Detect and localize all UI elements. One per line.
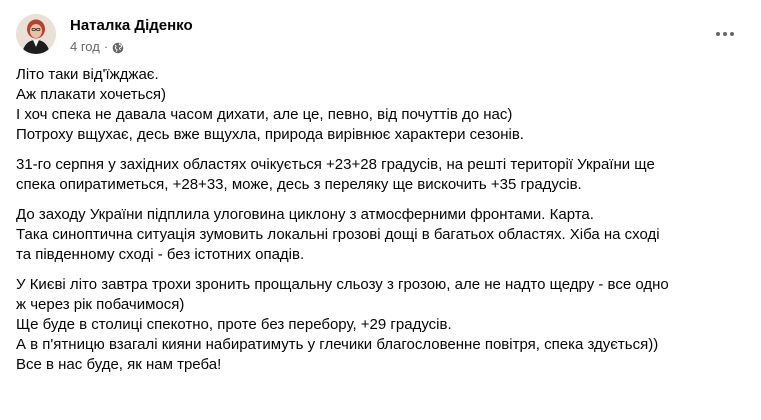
post-meta <box>70 12 193 56</box>
paragraph-1 <box>16 65 745 145</box>
text-line: А в п'ятницю взагалі кияни набиратимуть у глечики благословенне повітря, спека здується)) <box>16 336 659 353</box>
post-subline <box>70 38 193 56</box>
author-name[interactable]: Наталка Діденко <box>70 17 193 34</box>
avatar[interactable] <box>16 14 56 54</box>
text-line: Така синоптична ситуація зумовить локальні грозові дощі в багатьох областях. Хіба на сході <box>16 226 660 243</box>
text-line: та південному сході - без істотних опадів. <box>16 246 305 263</box>
more-options-icon[interactable] <box>709 18 741 50</box>
text-line: І хоч спека не давала часом дихати, але це, певно, від почуттів до нас) <box>16 106 513 123</box>
text-line: Потроху вщухає, десь вже вщухла, природа вирівнює характери сезонів. <box>16 126 524 143</box>
text-line: спека опиратиметься, +28+33, може, десь з переляку ще вискочить +35 градусів. <box>16 176 582 193</box>
text-line: Аж плакати хочеться) <box>16 86 167 103</box>
paragraph-3 <box>16 205 745 265</box>
text-line: 31-го серпня у західних областях очікується +23+28 градусів, на решті території України ще <box>16 156 655 173</box>
text-line: До заходу України підплила улоговина циклону з атмосферними фронтами. Карта. <box>16 206 594 223</box>
text-line: Ще буде в столиці спекотно, проте без перебору, +29 градусів. <box>16 316 452 333</box>
post-text <box>16 65 745 385</box>
globe-icon[interactable] <box>112 41 124 53</box>
text-line: Літо таки від'їжджає. <box>16 66 159 83</box>
text-line: У Києві літо завтра трохи зронить прощальну сльозу з грозою, але не надто щедру - все одно <box>16 276 669 293</box>
text-line: Все в нас буде, як нам треба! <box>16 356 222 373</box>
separator-dot: · <box>103 39 109 54</box>
text-line: ж через рік побачимося) <box>16 296 185 313</box>
paragraph-4 <box>16 275 745 375</box>
avatar-image <box>16 14 56 54</box>
paragraph-2 <box>16 155 745 195</box>
post-header <box>16 12 193 56</box>
post-timestamp[interactable]: 4 год <box>70 39 100 54</box>
